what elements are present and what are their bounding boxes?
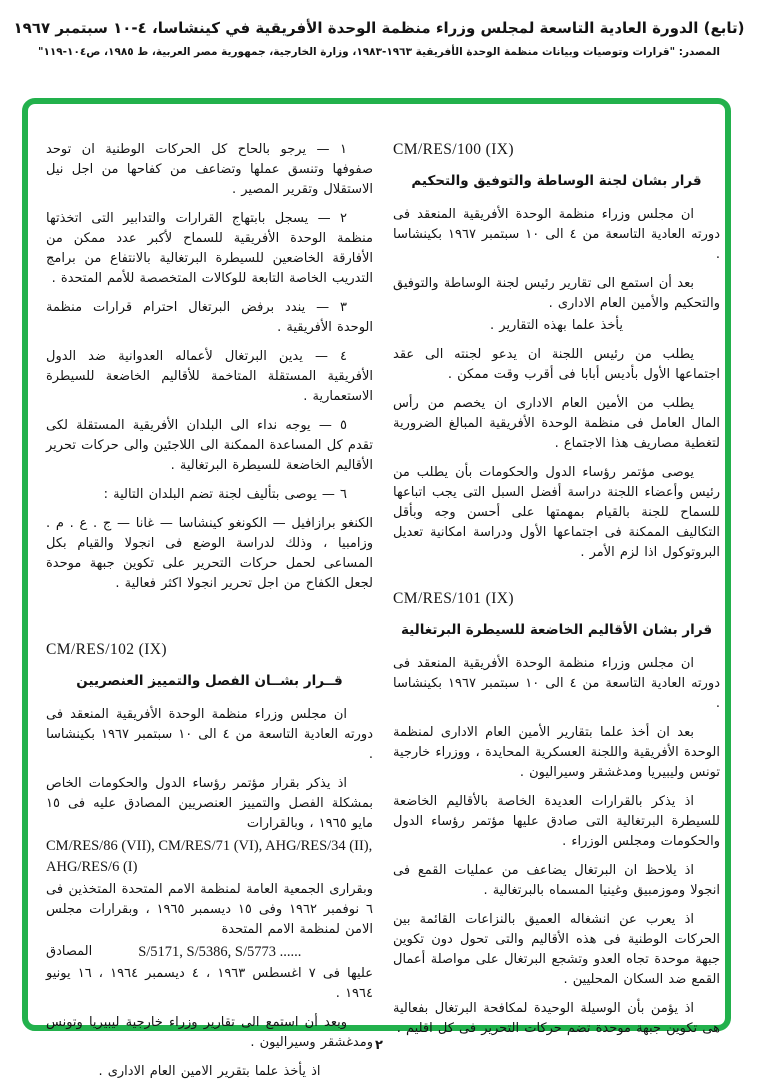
numbered-item: ٢ — يسجل بابتهاج القرارات والتدابير التى اتخذتها منظمة الوحدة الأفريقية للسماح لأكبر عدد ممكن من الأفارقة الخاضعين للسيطرة البرتغالية بالانتفاع من برامج التدريب الخاصة التابعة للوكالات المتخصصة للأمم المتحدة . [46,211,373,286]
numbered-item: ٤ — يدين البرتغال لأعماله العدوانية ضد الدول الأفريقية المستقلة المتاخمة للأقاليم الخاضعة للسيطرة الاستعمارية . [46,349,373,404]
resolution-code-102: CM/RES/102 (IX) [46,641,167,658]
numbered-item: ٣ — يندد برفض البرتغال احترام قرارات منظمة الوحدة الأفريقية . [46,300,373,335]
header-source: المصدر: "قرارات وتوصيات وبيانات منظمة الوحدة الأفريقية ١٩٦٣-١٩٨٣، وزارة الخارجية، جمهورية مصر العربية، ط ١٩٨٥، ص١٠٤-١١٩" [37,46,721,58]
header-title: (تابع) الدورة العادية التاسعة لمجلس وزراء منظمة الوحدة الأفريقية في كينشاسا، ٤-١٠ سبتمبر ١٩٦٧ [13,19,745,37]
numbered-item: الكنغو برازافيل — الكونغو كينشاسا — غانا — ج . ع . م . وزامبيا ، وذلك لدراسة الوضع فى انجولا والقيام بكل المساعى لحمل حركات التحرير على تكوين جبهة موحدة لجعل الكفاح من اجل تحرير انجولا اكثر فعالية . [46,516,373,591]
document-header [0,0,758,58]
resolution-paragraph: وبعد أن استمع الى تقارير وزراء خارجية ليبيريا وتونس ومدغشقر وسيراليون . [46,1015,373,1050]
resolution-paragraph: يأخذ علما بهذه التقارير . [490,318,623,333]
resolution-paragraph: اذ يؤمن بأن الوسيلة الوحيدة لمكافحة البرتغال بفعالية هى تكوين جبهة موحدة تضم حركات التحرير فى كل اقليم . [393,1001,720,1036]
resolution-references: CM/RES/86 (VII), CM/RES/71 (VI), AHG/RES/34 (II), AHG/RES/6 (I) [46,838,373,875]
column-left [46,140,373,1091]
approved-label: المصادق [46,944,93,959]
numbered-item: ٥ — يوجه نداء الى البلدان الأفريقية المستقلة لكى تقدم كل المساعدة الممكنة الى اللاجئين والى حركات تحرير الأقاليم الخاضعة للسيطرة البرتغالية . [46,418,373,473]
resolution-paragraph: اذ يعرب عن انشغاله العميق بالنزاعات القائمة بين الحركات الوطنية فى هذه الأقاليم والتى تحول دون تكوين جبهة موحدة تجاه العدو وتشجع البرتغال على مواصلة أعمال القمع ضد السكان المحليين . [393,912,720,987]
security-council-codes: S/5171, S/5386, S/5773 ...... [138,944,302,960]
resolution-title-102: قــرار بشــان الفصل والتمييز العنصريين [76,673,343,689]
numbered-item: ٦ — يوصى بتأليف لجنة تضم البلدان التالية : [103,487,347,502]
resolution-paragraph: بعد ان أخذ علما بتقارير الأمين العام الادارى لمنظمة الوحدة الأفريقية واللجنة العسكرية المحايدة ، ووزراء خارجية تونس وليبيريا ومدغشقر وسيراليون . [393,725,720,780]
resolution-paragraph: ان مجلس وزراء منظمة الوحدة الأفريقية المنعقد فى دورته العادية التاسعة من ٤ الى ١٠ سبتمبر ١٩٦٧ بكينشاسا . [393,656,720,711]
resolution-paragraph: وبقرارى الجمعية العامة لمنظمة الامم المتحدة المتخذين فى ٦ نوفمبر ١٩٦٢ وفى ١٥ ديسمبر ١٩٦٥ ، وبقرارات مجلس الامن لمنظمة الامم المتحدة [46,882,373,937]
resolution-code-101: CM/RES/101 (IX) [393,590,514,607]
security-council-references-line [46,942,373,962]
resolution-paragraph: ان مجلس وزراء منظمة الوحدة الأفريقية المنعقد فى دورته العادية التاسعة من ٤ الى ١٠ سبتمبر ١٩٦٧ بكينشاسا . [46,707,373,762]
resolution-paragraph: ان مجلس وزراء منظمة الوحدة الأفريقية المنعقد فى دورته العادية التاسعة من ٤ الى ١٠ سبتمبر ١٩٦٧ بكينشاسا . [393,207,720,262]
numbered-item: ١ — يرجو بالحاح كل الحركات الوطنية ان توحد صفوفها وتنسق عملها وتضاعف من كفاحها من اجل نيل الاستقلال وتقرير المصير . [46,142,373,197]
resolution-title-101: قرار بشان الأقاليم الخاضعة للسيطرة البرتغالية [400,622,713,638]
resolution-title-100: قرار بشان لجنة الوساطة والتوفيق والتحكيم [411,173,702,189]
resolution-paragraph: بعد أن استمع الى تقارير رئيس لجنة الوساطة والتوفيق والتحكيم والأمين العام الادارى . [393,276,720,311]
resolution-paragraph: يوصى مؤتمر رؤساء الدول والحكومات بأن يطلب من رئيس وأعضاء اللجنة دراسة أفضل السبل التى يجب اتباعها للسماح للجنة بالقيام بمهمتها على أحسن وجه وبأقل التكاليف الممكنة فى اجتماعها الأول ودراسة امكانية تعديل البروتوكول اذا لزم الأمر . [393,465,720,560]
content-frame [22,98,731,1079]
resolution-paragraph: اذ يلاحظ ان البرتغال يضاعف من عمليات القمع فى انجولا وموزمبيق وغينيا المسماه بالبرتغالية . [393,863,720,898]
resolution-paragraph: عليها فى ٧ اغسطس ١٩٦٣ ، ٤ ديسمبر ١٩٦٤ ، ١٦ يونيو ١٩٦٤ . [46,966,373,1001]
resolution-paragraph: اذ يذكر بقرار مؤتمر رؤساء الدول والحكومات الخاص بمشكلة الفصل والتمييز العنصريين المصادق عليه فى ١٥ مايو ١٩٦٥ ، وبالقرارات [46,776,373,831]
resolution-code-100: CM/RES/100 (IX) [393,141,514,158]
resolution-paragraph: اذ يأخذ علما بتقرير الامين العام الادارى . [98,1064,321,1079]
page-number: ٢ [375,1038,383,1053]
resolution-paragraph: يطلب من الأمين العام الادارى ان يخصم من رأس المال العامل فى منظمة الوحدة الأفريقية المبالغ الضرورية لتغطية مصاريف هذا الاجتماع . [393,396,720,451]
resolution-paragraph: يطلب من رئيس اللجنة ان يدعو لجنته الى عقد اجتماعها الأول بأديس أبابا فى أقرب وقت ممكن . [393,347,720,382]
resolution-paragraph: اذ يذكر بالقرارات العديدة الخاصة بالأقاليم الخاضعة للسيطرة البرتغالية التى صادق عليها مؤتمر رؤساء الدول والحكومات ومجلس الوزراء . [393,794,720,849]
column-right [393,140,720,1048]
